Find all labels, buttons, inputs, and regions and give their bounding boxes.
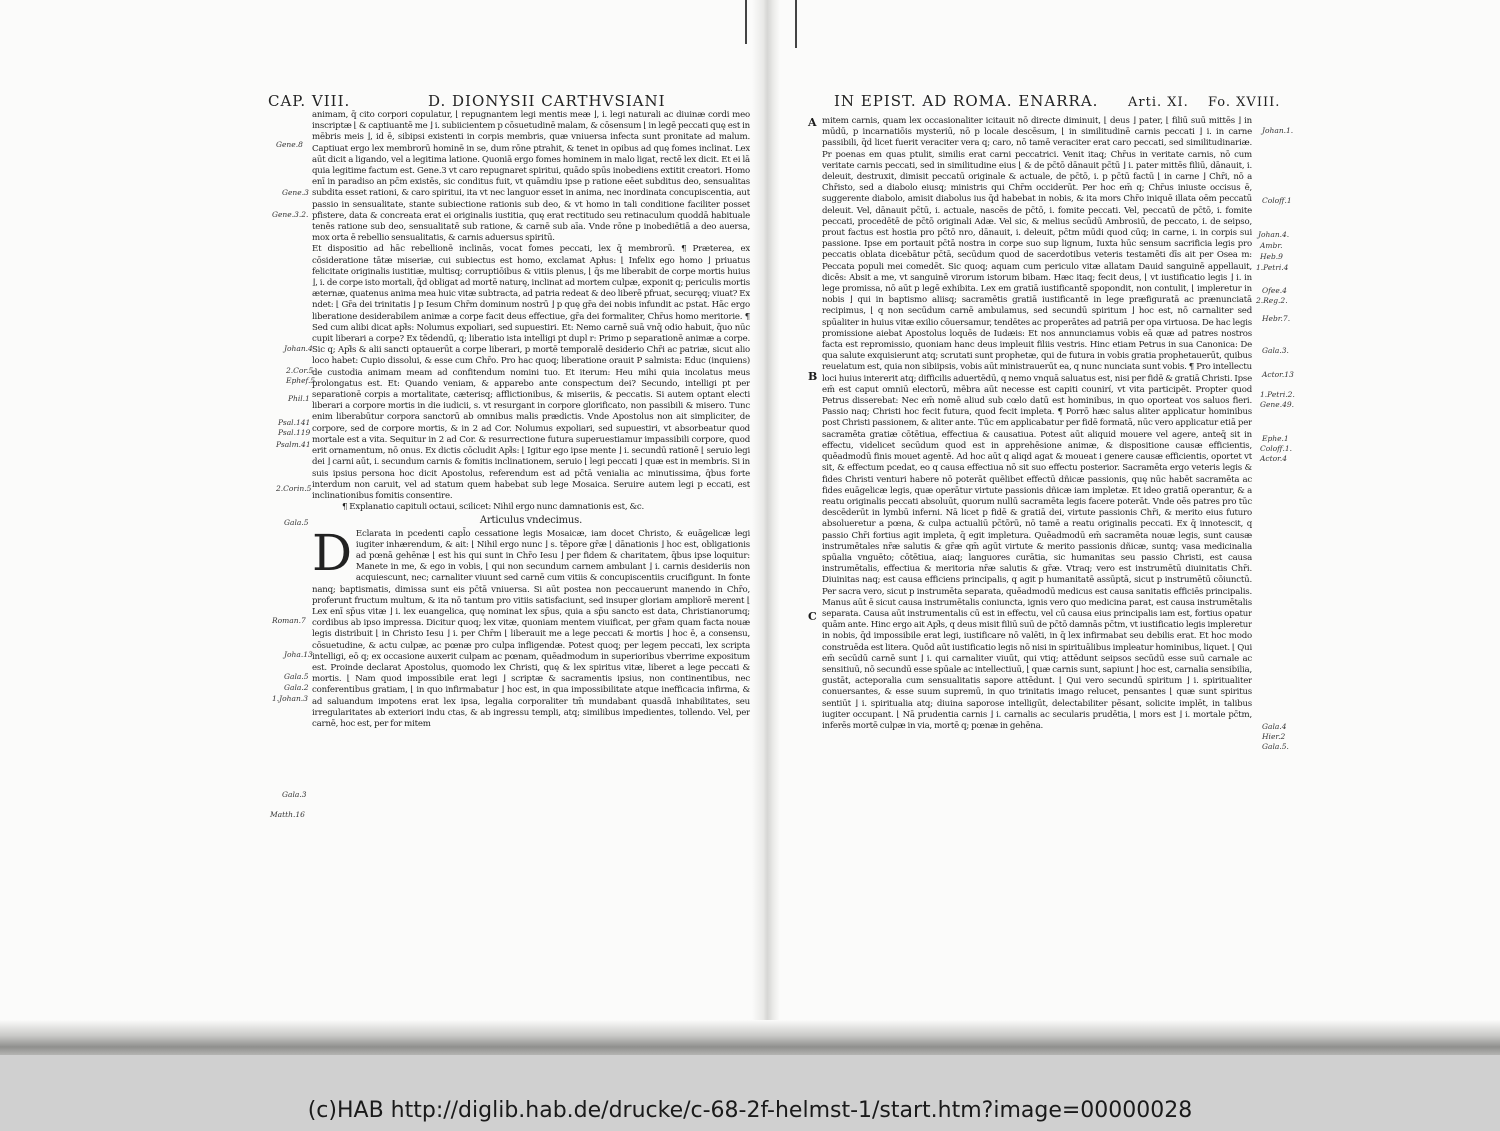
margin-note: Gene.8 [276, 140, 303, 149]
margin-note: Psal.141 [278, 418, 311, 427]
margin-note: Actor.13 [1262, 370, 1294, 379]
margin-note: Gala.5 [284, 518, 309, 527]
margin-note: Johan.1. [1262, 126, 1294, 135]
margin-note: Gene.3.2. [272, 210, 309, 219]
top-edge-mark [795, 0, 805, 48]
margin-note: Joha.13 [284, 650, 313, 659]
margin-note: Matth.16 [270, 810, 305, 819]
margin-note: Coloff.1 [1262, 196, 1292, 205]
footer-band [0, 1055, 1500, 1090]
margin-note: 2.Corin.5 [276, 484, 312, 493]
margin-note: Gala.3. [1262, 346, 1289, 355]
right-paragraph-1: mitem carnis, quam lex occasionaliter icitauit nō directe diminuit, ⌊ deus ⌋ pater, ⌊ filiū suū mittēs ⌋ in mūdū, p incarnatiōis mysteriū, nō p locale descēsum, ⌊ in similitudinē carnis peccati ⌋ i. in carne passibili, q̄d licet fuerit veraciter vera q; caro, nō tamē veraciter erat caro peccati, sed similitudinariæ. Pr poenas em quas ptulit, similis erat carni peccatrici. Venit itaq; Chr̄us in veritate carnis, nō cum veritate carnis peccati, sed in similitudine eius ⌊ & de pc̄tō dānauit pc̄tū ⌋ i. pater mittēs filiū, dānauit, i. deleuit, destruxit, dimisit peccatū originale & actuale, de pc̄tō, i. p pc̄tū factū ⌊ in carne ⌋ Chr̄i, nō a Chr̄isto, sed a diabolo eiusq; ministris qui Chr̄m occiderūt. Per hoc em̄ q; Chr̄us iniuste occisus ē, suggerente diabolo, amisit diabolus ius q̄d habebat in nobis, & ita mors Chr̄o iniquē illata oēm peccatū deleuit. Vel, dānauit pc̄tū, i. actuale, nascēs de pc̄tō, i. fomite peccati. Vel, peccatū de pc̄tō, i. fomite peccati, procedētē de pc̄tō originali Adæ. Vel sic, & melius secūdū Ambrosiū, de peccato, i. de seipso, prout factus est hostia pro pc̄tō nro, dānauit, i. deleuit, pc̄tm mūdi quod cūq; in carne, i. in corpis sui passione. Ipse em portauit pc̄tā nostra in corpe suo sup lignum, Iuxta hūc sensum sacrificia legis pro peccatis oblata dicebātur pc̄tā, secūdum quod de sacerdotibus veteris testamēti dīs ait per Osea m: Peccata populi mei comedēt. Sic quoq; aquam cum periculo vitæ allatam Dauid sanguinē appellauit, dicēs: Absit a me, vt sanguinē virorum istorum bibam. Hæc itaq; fecit deus, ⌊ vt iustificatio legis ⌋ i. in lege promissa, nō aūt p legē exhibita. Lex em gratiā iustificantē spopondit, non contulit, ⌊ impleretur in nobis ⌋ qui in baptismo aliisq; sacramētis gratiā iustificantē in lege præfiguratā ac prænunciatā recipimus, ⌊ q non secūdum carnē ambulamus, sed secundū spiritum ⌋ hoc est, nō carnaliter sed spūaliter in huius vitæ exilio cōuersamur, tendētes ac properātes ad patriā per opa virtuosa. De hac legis promissione aiebat Apostolus loquēs de Iudæis: Et nos annunciamus vobis eā quæ ad patres nostros facta est repromissio, quoniam hanc deus impleuit filiis vestris. Hinc etiam Petrus in sua Canonica: De qua salute exquisierunt atq; scrutati sunt prophetæ, qui de futura in vobis gratia prophetauerūt, quibus reuelatum est, quia non sibiipsis, vobis aūt ministrauerūt ea, q nunc nunciata sunt vobis. ¶ Pro intellectu loci huius intererit atq; difficilis aduertēdū, q nemo vnquā saluatus est, nisi per fidē & gratiā Christi. Ipse em̄ est caput omniū electorū, mēbra aūt necesse est capiti counirí, vt vita participēt. Propter quod Petrus disserebat: Nec em̄ nomē aliud sub cœlo datū est hominibus, in quo oporteat vos saluos fieri. Passio naq; Christi hoc fecit futura, quod fecit impleta. ¶ Porrō hæc salus aliter applicatur hominibus post Christi passionem, & aliter ante. Tūc em applicabatur per fidē formatā, nūc vero applicatur etiā per sacramēta gratiæ cōtētiua, effectiua & causatiua. Potest aūt aliquid mouere vel agere, anteq̄ sit in effectu, videlicet secūdum quod est in apprehēsione animæ, & dispositione causæ efficientis, quēadmodū finis mouet agentē. Ad hoc aūt q aliqd agat & moueat i genere causæ efficientis, oportet vt sit, & effectum pcedat, eo q causa effectiua nō sit suo effectu posterior. Sacramēta ergo veteris legis & fides Christi venturi habere nō poterāt quēlibet effectū dñicæ passionis, quę nūc habēt sacramēta ac fides euāgelicæ legis, quæ operātur virtute passionis dñicæ iam impletæ. Et ideo gratiā operantur, & a reatu originalis peccati absoluūt, quorum nullū sacramēta legis facere poterāt. Vnde oēs patres pro tūc descēderūt in lymbū inferni. Nā licet p fidē & gratiā dei, virtute passionis Chr̄i, & merito eius futuro absolueretur a pœna, & culpa actualiū pc̄tōrū, nō tamē a reatu originalis peccati. Ex q̄ innotescit, q passio Chr̄i fortius agit impleta, q̄ egit impletura. Quēadmodū em̄ sacramēta nouæ legis, sunt causæ instrumētales nr̄æ salutis & gr̄æ qm̄ agūt virtute & merito passionis dñicæ, suntq; vasa medicinalia spūalia vnguēto; cōtētiua, aiaq; languores curātia, sic humanitas seu passio Christi, est causa instrumētalis, effectiua & meritoria nr̄æ salutis & gr̄æ. Vtraq; vero est instrumētū diuinitatis Chr̄i. Diuinitas naq; est causa efficiens principalis, q agit p humanitatē assūptā, sicut p instrumētū cōiunctū. Per sacra vero, sicut p instrumēta separata, quēadmodū medicus est causa sanitatis efficiēs principalis. Manus aūt ē sicut causa instrumētalis coniuncta, ignis vero quo medicina parat, est causa instrumētalis separata. Causa aūt instrumentalis cū est in effectu, vel cū causa eius principalis iam est, fortius opatur quām ante. Hinc ergo ait Apł̄s, q deus misit filiū suū de pc̄tō damnās pc̄tm, vt iustificatio legis impleretur in nobis, q̄d impossibile erat legi, iustificare nō valēti, in q̄ lex infirmabat seu debilis erat. Et hoc modo construēda est litera. Quōd aūt iustificatio legis nō nisi in spirituālibus impleatur hominibus, liquet. ⌊ Qui em̄ secūdū carnē sunt ⌋ i. qui carnaliter viuūt, qui vtiq; attēdunt seipsos secūdū esse suū carnale ac sensitiuū, nō secundū esse spūale ac intellectiuū, ⌊ quæ carnis sunt, sapiunt ⌋ hoc est, carnalia sensibilia, gustāt, acteporalia cum sensualitatis sapore attēdunt. ⌊ Qui vero secundū spiritum ⌋ i. spiritualiter conuersantes, & esse suum supremū, in quo trinitatis imago relucet, pensantes ⌊ quæ sunt spiritus sentiūt ⌋ i. spiritualia atq; diuina saporose intelligūt, delectabiliter pēsant, solicite implēt, in talibus iugiter occupant. ⌊ Nā prudentia carnis ⌋ i. carnalis ac secularis prudētia, ⌊ mors est ⌋ i. mortale pc̄tm, inferēs mortē culpæ in via, mortē q; pœnæ in gehēna. [822, 116, 1252, 731]
margin-note: Hier.2 [1262, 732, 1286, 741]
running-head-folio: Fo. XVIII. [1208, 95, 1281, 110]
right-page-text-column [822, 116, 1252, 864]
margin-note: Actor.4 [1260, 454, 1288, 463]
margin-note: Gala.2 [284, 683, 309, 692]
margin-note: Coloff.1. [1260, 444, 1293, 453]
margin-note: Psal.119 [278, 428, 311, 437]
articulus-heading: Articulus vndecimus. [479, 515, 583, 527]
margin-note: Ambr. [1260, 241, 1283, 250]
copyright-footer: (c)HAB http://diglib.hab.de/drucke/c-68-2f-helmst-1/start.htm?image=00000028 [0, 1090, 1500, 1131]
margin-note: Ofee.4 [1262, 286, 1287, 295]
margin-note: Gene.3 [282, 188, 309, 197]
margin-note: 1.Petri.2. [1260, 390, 1295, 399]
margin-note: Gala.4 [1262, 722, 1287, 731]
margin-note: Gene.49. [1260, 400, 1295, 409]
margin-note: Hebr.7. [1262, 314, 1291, 323]
left-paragraph-2: Et dispositio ad hāc rebellionē inclinās, vocat fomes peccati, lex q̄ membrorū. ¶ Præterea, ex cōsideratione tātæ miseriæ, cui subiectus est homo, exclamat Apłus: ⌊ Infelix ego homo ⌋ priuatus felicitate originalis iustitiæ, multisq; corruptiōibus & vitiis plenus, ⌊ q̄s me liberabit de corpe mortis huius ⌋, i. de corpe isto mortali, q̄d obligat ad mortē naturę, inclinat ad mortem culpæ, exponit q; periculis mortis æternæ, quatenus anima mea huic vitæ subtracta, ad patria redeat & deo liberē pfruat, securęq; viuat? Ex ndet: ⌊ Gr̄a dei trinitatis ⌋ p Iesum Chr̄m dominum nostrū ⌋ p quę gr̄a dei nobis infundit ac pstat. Hāc ergo liberatione desiderabilem animæ a corpe facit deus effectiue, gr̄a dei formaliter, Chr̄us homo meritorie. ¶ Sed cum alibi dicat apł̄s: Nolumus expoliari, sed supuestiri. Et: Nemo carnē suā vnq̄ odio habuit, q̄uo nūc cupit liberari a corpe? Ex tēdendū, q; liberatio ista intelligi pt dupl r: Primo p separationē animæ a corpe. Sic q; Apł̄s & alii sancti optauerūt a corpe liberari, p mortē temporalē desiderio Chr̄i ac patriæ, sicut alio loco habet: Cupio dissolui, & esse cum Chr̄o. Pro hac quoq; liberatione orauit P salmista: Educ (inquiens) de custodia animam meam ad confitendum nomini tuo. Et iterum: Heu mihi quia incolatus meus prolongatus est. Et: Quando veniam, & apparebo ante conspectum dei? Secundo, intelligi pt per separationē corpis a mortalitate, cæterisq; afflictionibus, & miseriis, & peccatis. Si autem optant electi liberari a corpore mortis in die iudicii, s. vt resurgant in corpore glorificato, non passibili & misero. Tunc enim liberabūtur corpora sanctorū ab omnibus malis prædictis. Vnde Apostolus non ait simpliciter, de corpore, sed de corpore mortis, & in 2 ad Cor. Nolumus expoliari, sed supuestiri, vt absorbeatur quod mortale est a vita. Sequitur in 2 ad Cor. & resurrectione futura superuestiamur impassibili corpore, quod erit ornamentum, nō onus. Ex dictis cōcludit Apł̄s: ⌊ Igitur ego ipse mente ⌋ i. secundū rationē ⌊ seruio legi dei ⌋ carni aūt, i. secundum carnis & fomitis inclinationem, seruio ⌊ legi peccati ⌋ quæ est in membris. Si in suis ipsius persona hoc dicit Apostolus, referendum est ad pc̄tā venialia ac minutissima, q̄bus forte interdum non caruit, vel ad statum quem habebat sub lege Mosaica. Seruire autem legi p eccati, est inclinationibus fomitis consentire. [312, 244, 750, 501]
margin-note: Gala.3 [282, 790, 307, 799]
top-edge-mark [735, 0, 747, 44]
margin-note: Psalm.41 [276, 440, 311, 449]
explanatio-heading: ¶ Explanatio capituli octaui, scilicet: Nihil ergo nunc damnationis est, &c. [342, 502, 645, 513]
section-letter-c: C [808, 610, 817, 623]
margin-note: 1.Johan.3 [272, 694, 308, 703]
margin-note: 2.Reg.2. [1256, 296, 1288, 305]
running-head-chapter: CAP. VIII. [268, 92, 351, 110]
margin-note: Johan.4. [1258, 230, 1290, 239]
running-head-author: D. DIONYSII CARTHVSIANI [428, 92, 666, 110]
section-letter-a: A [808, 116, 817, 129]
section-letter-b: B [808, 370, 818, 383]
left-paragraph-3 [312, 523, 750, 731]
margin-note: Roman.7 [272, 616, 306, 625]
margin-note: Ephe.1 [1262, 434, 1289, 443]
margin-note: 1.Petri.4 [1256, 263, 1289, 272]
left-paragraph-3-text: Eclarata in pcedenti capl̄o cessatione legis Mosaicæ, iam docet Christo, & euāgelicæ legi iugiter inhærendum, & ait: ⌊ Nihil ergo nunc ⌋ s. tēpore gr̄æ ⌊ dānationis ⌋ hoc est, obligationis ad pœnā gehēnæ ⌊ est his qui sunt in Chr̄o Iesu ⌋ per fidem & charitatem, q̄bus ipse loquitur: Manete in me, & ego in vobis, ⌊ qui non secundum carnem ambulant ⌋ i. carnis desideriis non acquiescunt, nec; carnaliter viuunt sed carnē cum vitiis & concupiscentiis crucifigunt. In fonte nanq; baptismatis, dimissa sunt eis pc̄tā vniuersa. Si aūt postea non peccauerunt manendo in Chr̄o, proferunt fructum multum, & ita nō tantum pro vitiis satisfaciunt, sed insuper gloriam ampliorē merent ⌊ Lex enī sp̄us vitæ ⌋ i. lex euangelica, quę nominat lex sp̄us, quia a sp̄u sancto est data, Christianorumq; cordibus ab ipso impressa. Dicitur quoq; lex vitæ, quoniam mentem viuificat, per gr̄am quam facta nouæ legis distribuit ⌊ in Christo Iesu ⌋ i. per Chr̄m ⌊ liberauit me a lege peccati & mortis ⌋ hoc ē, a consensu, cōsuetudine, & actu culpæ, ac pœnæ pro culpa infligendæ. Potest quoq; per legem peccati, lex scripta intelligi, eō q; ex occasione auxerit culpam ac pœnam, quēadmodum in superioribus vberrime expositum est. Proinde declarat Apostolus, quomodo lex Christi, quę & lex spiritus vitæ, liberet a lege peccati & mortis. ⌊ Nam quod impossibile erat legi ⌋ scriptæ & sacramentis ipsius, non continentibus, nec conferentibus gratiam, ⌊ in quo infirmabatur ⌋ hoc est, in qua impossibilitate atque inefficacia infirma, & ad saluandum impotens erat lex ipsa, legalia corporaliter tm̄ mundabant quasdā inhabilitates, seu irregularitates ab exteriori indu ctas, & ab ingressu templi, atq; similibus impedientes, tollendo. Vel, per carnē, hoc est, per for mitem [312, 528, 750, 729]
margin-note: Gala.5. [1262, 742, 1289, 751]
margin-note: Johan.4 [284, 344, 313, 353]
drop-cap-initial: D [312, 523, 352, 582]
margin-note: Gala.5 [284, 672, 309, 681]
margin-note: 2.Cor.5 [286, 366, 314, 375]
book-gutter [752, 0, 780, 1055]
running-head-article: Arti. XI. [1128, 95, 1189, 110]
margin-note: Heb.9 [1260, 252, 1283, 261]
running-head-title: IN EPIST. AD ROMA. ENARRA. [834, 92, 1099, 110]
margin-note: Phil.1 [288, 394, 310, 403]
left-page-text-column [312, 110, 750, 870]
left-paragraph-1: animam, q̄ cito corpori copulatur, ⌊ repugnantem legi mentis meæ ⌋, i. legi naturali ac diuinæ cordi meo inscriptæ ⌊ & captiuantē me ⌋ i. subiicientem p cōsuetudinē malam, & cōsensum ⌊ in legē peccati quę est in mēbris meis ⌋, id ē, sibipsi existenti in corpis membris, quæ vniuersa infecta sunt pronitate ad malum. Captiuat ergo lex membrorū hominē in se, dum rōne ptrahit, & tenet in opibus ad quę fomes inclinat. Lex aūt dicit a ligando, vel a legitima latione. Quoniā ergo fomes hominem in malo ligat, rectē lex dicit. Et ei lā quia legitime factum est. Gene.3 vt caro repugnaret spiritui, quādo spūs inobediens extitit creatori. Homo enī in paradiso an pc̄m existēs, sic conditus fuit, vt quāmdiu ipse p ratione eēet subditus deo, sensualitas subdita esset rationi, & caro spiritui, ita vt nec languor esset in anima, nec inordinata concupiscentia, aut passio in sensualitate, stante subiectione rationis sub deo, & vt homo in tali conditione faciliter posset pfistere, data & concreata erat ei originalis iustitia, quę erat rectitudo seu retinaculum quoddā habituale tenēs ratione sub deo, sensualitatē sub ratione, & carnē sub aīa. Vnde rōne p inobediētiā a deo auersa, mox orta ē rebellio sensualitatis, & carnis aduersus spiritū. [312, 110, 750, 244]
book-bottom-edge-shadow [0, 1020, 1500, 1055]
margin-note: Ephef.5 [286, 376, 316, 385]
